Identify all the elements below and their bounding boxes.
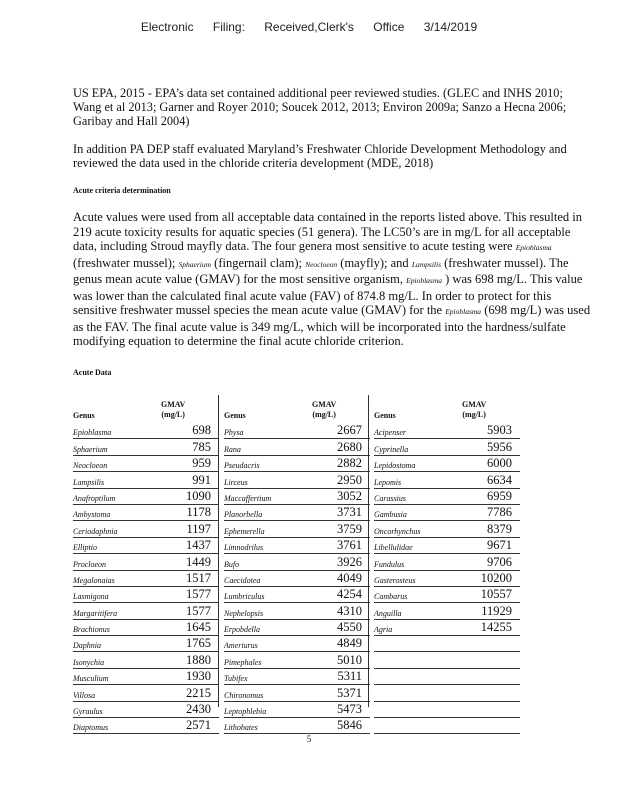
gmav-cell: 1178 (186, 505, 211, 520)
gmav-cell: 3731 (337, 505, 362, 520)
genus-cell: Libellulidae (374, 543, 413, 553)
table-row (224, 587, 370, 603)
gmav-cell: 5371 (337, 685, 362, 700)
gmav-cell: 3052 (337, 488, 362, 503)
gmav-cell: 785 (192, 439, 211, 454)
genus-cell: Ameriurus (224, 641, 258, 651)
gmav-cell: 5473 (337, 702, 362, 717)
gmav-unit: (mg/L) (161, 410, 185, 419)
genus-cell: Neocloeon (73, 461, 108, 471)
genus-cell: Lampsilis (73, 477, 105, 487)
genus-cell: Lithobates (224, 723, 258, 733)
table-row (224, 538, 370, 554)
table-row (224, 456, 370, 472)
table-row (73, 423, 219, 439)
gmav-cell: 2571 (186, 718, 211, 733)
genus-cell: Musculium (73, 674, 109, 684)
table-row (224, 685, 370, 701)
table-row (224, 636, 370, 652)
genus-cell: Leptophlebia (224, 707, 267, 717)
gmav-cell: 2667 (337, 423, 362, 438)
header-genus: Genus (224, 411, 246, 420)
text-run: Acute values were used from all acceptable data contained in the reports listed above. This resulted in 219 acute toxicity results for aquatic species (51 genera). The LC50’s are in mg/L for all acceptable data, including Stroud mayfly data. The four genera most sensitive to acute testing were (73, 210, 582, 253)
genus-cell: Tubifex (224, 674, 248, 684)
gmav-cell: 1517 (186, 570, 211, 585)
table-header (73, 395, 219, 423)
table-row (73, 571, 219, 587)
empty-table-row (374, 702, 520, 718)
gmav-label: GMAV (161, 400, 186, 409)
acute-data-table-col2 (224, 395, 370, 734)
text-run: (freshwater mussel). The genus mean acute value (GMAV) for the most sensitive organism, (73, 255, 569, 286)
genus-cell: Pimephales (224, 657, 262, 667)
table-row (374, 620, 520, 636)
gmav-cell: 2950 (337, 472, 362, 487)
genus-cell: Villosa (73, 690, 96, 700)
table-row (73, 505, 219, 521)
genus-cell: Physa (224, 428, 244, 438)
table-row (73, 685, 219, 701)
table-row (73, 669, 219, 685)
gmav-cell: 10557 (480, 587, 512, 602)
table-rows (224, 423, 370, 734)
genus-cell: Gambusia (374, 510, 407, 520)
table-row (73, 538, 219, 554)
gmav-cell: 1645 (186, 620, 211, 635)
table-row (224, 505, 370, 521)
section-heading-acute-criteria: Acute criteria determination (73, 186, 171, 195)
gmav-unit: (mg/L) (462, 410, 486, 419)
gmav-cell: 1880 (186, 652, 211, 667)
table-row (224, 620, 370, 636)
genus-cell: Gyraulus (73, 707, 103, 717)
table-row (224, 603, 370, 619)
text-run: ) was 698 mg/L. This value was lower than the calculated final acute value (FAV) of 874.8 mg/L. In order to protect for this sensitive freshwater mussel species the mean acute value (GMAV) for the (73, 272, 583, 317)
genus-cell: Gasterosteus (374, 575, 416, 585)
genus-cell: Carassius (374, 493, 407, 503)
genus-cell: Lumbriculus (224, 592, 265, 602)
text-run: (freshwater mussel); (73, 255, 179, 270)
header-filing: Electronic (140, 20, 194, 34)
gmav-cell: 698 (192, 423, 211, 438)
genus-cell: Erpobdella (224, 625, 260, 635)
paragraph-acute-values (73, 210, 593, 349)
gmav-cell: 3759 (337, 521, 362, 536)
gmav-cell: 1437 (186, 538, 211, 553)
table-row (374, 456, 520, 472)
page-number: 5 (306, 734, 312, 744)
paragraph-pa-dep: In addition PA DEP staff evaluated Maryland’s Freshwater Chloride Development Methodology and reviewed the data used in the chloride criteria development (MDE, 2018) (73, 142, 567, 170)
gmav-cell: 1577 (186, 603, 211, 618)
gmav-cell: 5311 (337, 669, 362, 684)
genus-name: Sphaerium (178, 259, 212, 269)
table-row (374, 521, 520, 537)
header-genus: Genus (73, 411, 95, 420)
gmav-label: GMAV (312, 400, 337, 409)
genus-cell: Chironomus (224, 690, 264, 700)
table-row (224, 472, 370, 488)
table-row (374, 538, 520, 554)
genus-cell: Margaritifera (73, 608, 118, 618)
gmav-cell: 6959 (487, 488, 512, 503)
table-row (374, 489, 520, 505)
table-row (73, 489, 219, 505)
table-row (73, 587, 219, 603)
empty-table-row (374, 652, 520, 668)
genus-cell: Lasmigona (73, 592, 109, 602)
genus-cell: Cambarus (374, 592, 408, 602)
text-run: (698 mg/L) was used as the FAV. The final acute value is 349 mg/L, which will be incorporated into the hardness/sulfate modifying equation to determine the final acute chloride criterion. (73, 303, 591, 348)
genus-cell: Oncorhynchus (374, 526, 421, 536)
genus-cell: Lepidostoma (374, 461, 416, 471)
table-row (224, 702, 370, 718)
gmav-cell: 3761 (337, 538, 362, 553)
gmav-cell: 1090 (186, 488, 211, 503)
genus-cell: Acipenser (374, 428, 406, 438)
gmav-cell: 2680 (337, 439, 362, 454)
empty-table-row (374, 636, 520, 652)
table-row (374, 423, 520, 439)
genus-name: Epioblasma (515, 243, 552, 252)
gmav-cell: 7786 (487, 505, 512, 520)
text-run: (fingernail clam); (211, 255, 306, 270)
genus-cell: Daphnia (73, 641, 101, 651)
table-row (73, 718, 219, 734)
table-row (73, 439, 219, 455)
genus-cell: Ephemerella (224, 526, 265, 536)
header-received: Received,Clerk's (264, 20, 354, 34)
gmav-cell: 14255 (480, 620, 512, 635)
text-run: (mayfly); and (337, 255, 412, 270)
gmav-cell: 8379 (487, 521, 512, 536)
gmav-cell: 5956 (487, 439, 512, 454)
genus-cell: Cyprinella (374, 444, 409, 454)
gmav-cell: 2215 (186, 685, 211, 700)
genus-cell: Diaptomus (73, 723, 109, 733)
table-row (73, 636, 219, 652)
genus-cell: Elliptio (73, 543, 97, 553)
table-row (224, 423, 370, 439)
table-row (73, 702, 219, 718)
gmav-cell: 9671 (487, 538, 512, 553)
gmav-cell: 6634 (487, 472, 512, 487)
gmav-cell: 4849 (337, 636, 362, 651)
table-row (224, 571, 370, 587)
genus-cell: Brachionus (73, 625, 110, 635)
genus-cell: Nephelopsis (224, 608, 264, 618)
header-gmav (161, 400, 185, 420)
gmav-cell: 4550 (337, 620, 362, 635)
genus-cell: Anguilla (374, 608, 402, 618)
genus-cell: Lirceus (224, 477, 248, 487)
genus-name: Epioblasma (406, 276, 442, 285)
genus-cell: Sphaerium (73, 444, 108, 454)
header-filing2: Filing: (212, 20, 245, 34)
genus-cell: Agria (374, 625, 393, 635)
table-rows (73, 423, 219, 734)
acute-data-table-col1 (73, 395, 219, 734)
table-header (224, 395, 370, 423)
table-row (224, 439, 370, 455)
genus-cell: Isonychia (73, 657, 105, 667)
table-row (374, 571, 520, 587)
gmav-unit: (mg/L) (312, 410, 336, 419)
gmav-cell: 1577 (186, 587, 211, 602)
genus-name: Lampsilis (411, 259, 441, 269)
gmav-label: GMAV (462, 400, 487, 409)
genus-cell: Rana (224, 444, 241, 454)
genus-cell: Caecidotea (224, 575, 261, 585)
genus-cell: Ambystoma (73, 510, 111, 520)
gmav-cell: 1449 (186, 554, 211, 569)
gmav-cell: 4254 (337, 587, 362, 602)
paragraph-epa-data: US EPA, 2015 - EPA’s data set contained additional peer reviewed studies. (GLEC and INHS 2010; Wang et al 2013; Garner and Royer 2010; Soucek 2012, 2013; Environ 2009a; Sanzo a Hecna 2006; Garibay and Hall 2004) (73, 86, 567, 128)
header-office: Office (373, 20, 405, 34)
genus-cell: Ceriodaphnia (73, 526, 118, 536)
genus-cell: Megalonaias (73, 575, 115, 585)
table-row (224, 554, 370, 570)
gmav-cell: 1765 (186, 636, 211, 651)
gmav-cell: 11929 (481, 603, 512, 618)
gmav-cell: 4310 (337, 603, 362, 618)
genus-cell: Epioblasma (73, 428, 112, 438)
gmav-cell: 959 (192, 456, 211, 471)
section-heading-acute-data: Acute Data (73, 368, 112, 377)
gmav-cell: 5010 (337, 652, 362, 667)
gmav-cell: 2882 (337, 456, 362, 471)
table-row (224, 652, 370, 668)
gmav-cell: 6000 (487, 456, 512, 471)
genus-name: Epioblasma (445, 307, 482, 316)
table-header (374, 395, 520, 423)
table-row (374, 603, 520, 619)
header-gmav (312, 400, 336, 420)
table-row (374, 439, 520, 455)
empty-table-row (374, 669, 520, 685)
genus-name: Neocloeon (305, 259, 338, 269)
gmav-cell: 2430 (186, 702, 211, 717)
genus-cell: Lepomis (374, 477, 402, 487)
gmav-cell: 5846 (337, 718, 362, 733)
genus-cell: Pseudacris (224, 461, 260, 471)
gmav-cell: 3926 (337, 554, 362, 569)
empty-table-row (374, 685, 520, 701)
gmav-cell: 991 (192, 472, 211, 487)
table-row (73, 521, 219, 537)
gmav-cell: 1930 (186, 669, 211, 684)
header-genus: Genus (374, 411, 396, 420)
genus-cell: Bufo (224, 559, 240, 569)
table-row (374, 505, 520, 521)
table-row (374, 587, 520, 603)
page-header (0, 20, 618, 34)
table-row (224, 489, 370, 505)
table-row (224, 718, 370, 734)
header-date: 3/14/2019 (423, 20, 478, 34)
table-row (224, 669, 370, 685)
header-gmav (462, 400, 486, 420)
table-row (374, 554, 520, 570)
gmav-cell: 10200 (480, 570, 512, 585)
table-rows (374, 423, 520, 734)
genus-cell: Fundulus (374, 559, 405, 569)
table-row (224, 521, 370, 537)
table-row (73, 472, 219, 488)
gmav-cell: 1197 (186, 521, 211, 536)
gmav-cell: 5903 (487, 423, 512, 438)
genus-cell: Procloeon (73, 559, 107, 569)
genus-cell: Maccaffertium (224, 493, 272, 503)
table-row (374, 472, 520, 488)
table-row (73, 603, 219, 619)
gmav-cell: 4049 (337, 570, 362, 585)
table-row (73, 620, 219, 636)
acute-data-table-col3 (374, 395, 520, 734)
gmav-cell: 9706 (487, 554, 512, 569)
genus-cell: Planorbella (224, 510, 263, 520)
table-row (73, 652, 219, 668)
table-row (73, 554, 219, 570)
empty-table-row (374, 718, 520, 734)
table-row (73, 456, 219, 472)
genus-cell: Anafroptilum (73, 493, 116, 503)
genus-cell: Limnodrilus (224, 543, 264, 553)
